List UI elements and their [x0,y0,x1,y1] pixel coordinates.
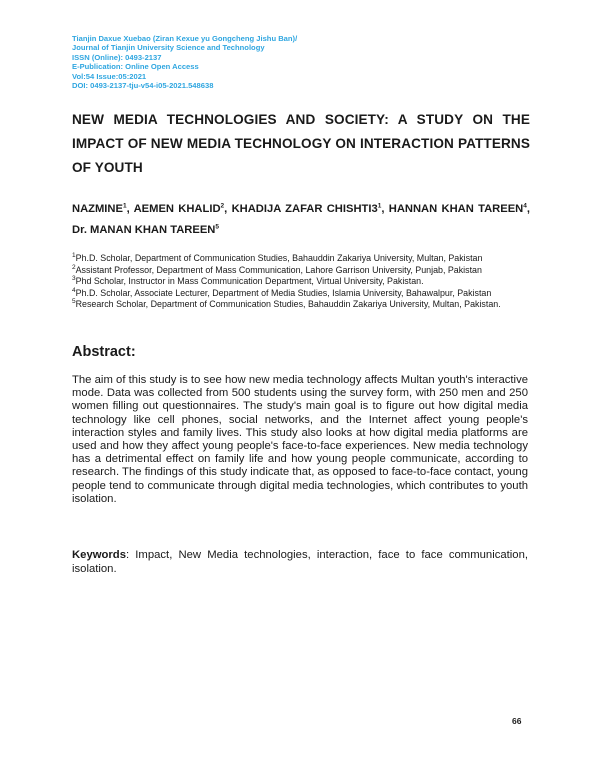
journal-line: ISSN (Online): 0493-2137 [72,52,162,62]
author-separator: , [224,203,232,215]
affiliation-mark: 1 [72,252,76,260]
keywords-label: Keywords [72,549,126,561]
abstract-heading: Abstract: [72,344,136,360]
author-separator: , [526,203,530,215]
journal-line: Vol:54 Issue:05:2021 [72,71,147,81]
keywords-text: : Impact, New Media technologies, interaction, face to face communication, isolation. [72,549,528,575]
affiliation-text: Research Scholar, Department of Communication Studies, Bahauddin Zakariya University, Multan, Pakistan. [75,299,501,309]
affiliation-item [72,288,528,300]
affiliation-mark: 5 [72,298,76,306]
journal-line: DOI: 0493-2137-tju-v54-i05-2021.548638 [72,81,214,91]
author-name: NAZMINE [72,203,123,215]
author-separator: , [126,203,134,215]
affiliation-mark: 3 [72,275,76,283]
abstract-body: The aim of this study is to see how new media technology affects Multan youth's interactive mode. Data was collected from 500 students using the survey form, with 250 men and 250 women filling out questionnaires. The study's main goal is to figure out how digital media technology like cell phones, social networks, and the Internet affect young people's interaction styles and family lives. This study also looks at how digital media platforms are used and how they affect young people's face-to-face experiences. New media technology has a detrimental effect on family life and how young people communicate, according to research. The findings of this study indicate that, as opposed to face-to-face contact, young people tend to communicate through digital media technologies, which contributes to youth isolation. [72,374,528,505]
author-affiliation-mark: 1 [122,202,127,210]
page-number: 66 [512,716,522,726]
affiliation-text: Phd Scholar, Instructor in Mass Communication Department, Virtual University, Pakistan. [75,276,424,286]
affiliation-item [72,253,528,265]
author-affiliation-mark: 5 [215,223,219,231]
journal-header [72,34,392,90]
affiliation-mark: 4 [72,286,76,294]
affiliation-item [72,276,528,288]
author-name: Dr. MANAN KHAN TAREEN [72,224,216,236]
paper-title: NEW MEDIA TECHNOLOGIES AND SOCIETY: A STUDY ON THE IMPACT OF NEW MEDIA TECHNOLOGY ON INTERACTION PATTERNS OF YOUTH [72,112,530,175]
author-name: AEMEN KHALID [133,203,221,215]
keywords [72,549,528,576]
affiliation-item [72,265,528,277]
author-name: KHADIJA ZAFAR CHISHTI3 [231,203,378,215]
affiliation-mark: 2 [72,263,76,271]
affiliation-text: Assistant Professor, Department of Mass Communication, Lahore Garrison University, Punjab, Pakistan [75,264,482,275]
journal-line: Tianjin Daxue Xuebao (Ziran Kexue yu Gongcheng Jishu Ban)/ [72,34,298,43]
author-affiliation-mark: 1 [377,202,382,210]
affiliation-list [72,253,528,311]
affiliation-text: Ph.D. Scholar, Associate Lecturer, Department of Media Studies, Islamia University, Bahawalpur, Pakistan [75,287,492,298]
affiliation-item [72,299,528,311]
affiliation-text: Ph.D. Scholar, Department of Communication Studies, Bahauddin Zakariya University, Multan, Pakistan [75,253,483,263]
author-name: HANNAN KHAN TAREEN [388,203,524,215]
journal-line: E-Publication: Online Open Access [72,62,199,72]
journal-line: Journal of Tianjin University Science and Technology [72,43,265,53]
author-list [72,199,530,241]
author-affiliation-mark: 4 [523,202,527,210]
author-separator: , [381,203,389,215]
author-affiliation-mark: 2 [220,202,225,210]
